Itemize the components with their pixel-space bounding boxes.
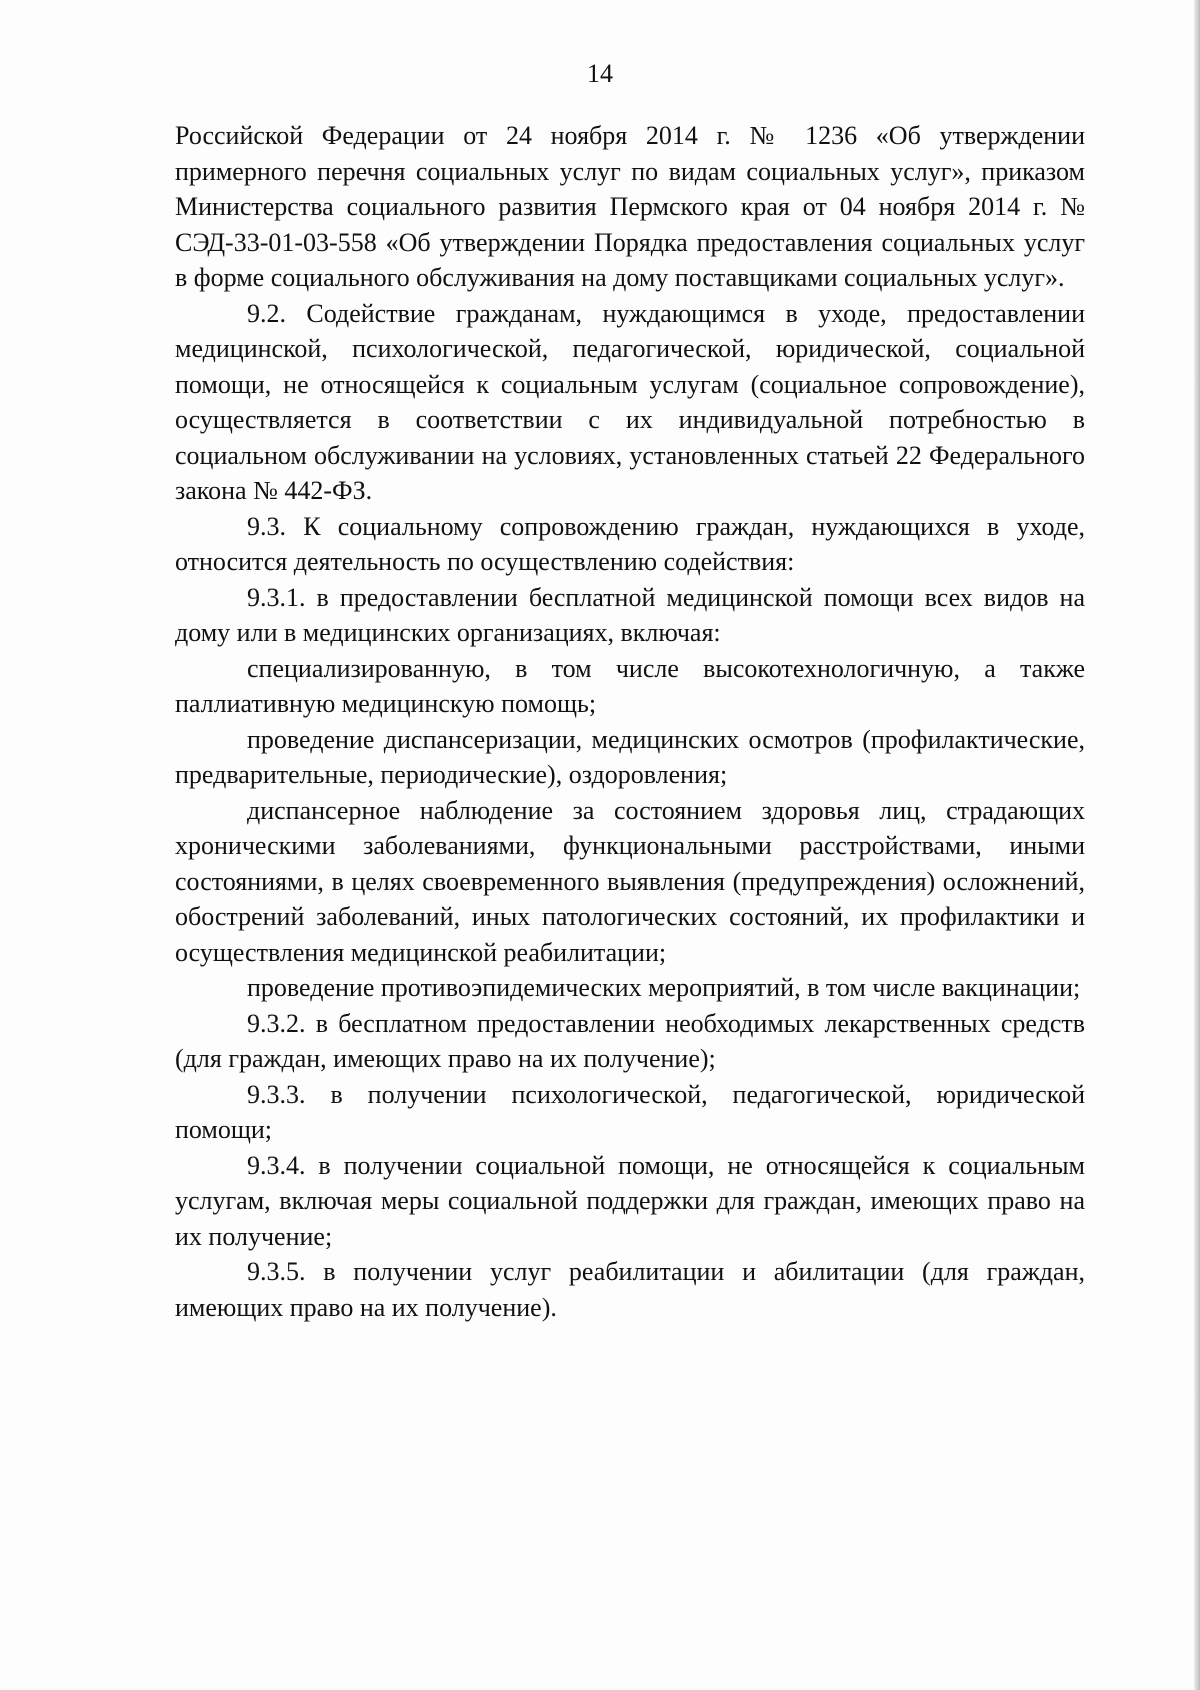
- scan-edge-shadow: [1194, 0, 1200, 1690]
- paragraph-9-2: 9.2. Содействие гражданам, нуждающимся в уходе, предоставлении медицинской, психологической, педагогической, юридической, социальной помощи, не относящейся к социальным услугам (социальное сопровождение), осуществляется в соответствии с их индивидуальной потребностью в социальном обслуживании на условиях, установленных статьей 22 Федерального закона № 442-ФЗ.: [175, 298, 1085, 505]
- paragraph-9-3-3: 9.3.3. в получении психологической, педагогической, юридической помощи;: [175, 1079, 1085, 1144]
- page-number: 14: [587, 59, 613, 88]
- document-body: [175, 118, 1085, 1325]
- paragraph-9-3: 9.3. К социальному сопровождению граждан, нуждающихся в уходе, относится деятельность по осуществлению содействия:: [175, 511, 1085, 576]
- paragraph-intro-continuation: Российской Федерации от 24 ноября 2014 г. № 1236 «Об утверждении примерного перечня социальных услуг по видам социальных услуг», приказом Министерства социального развития Пермского края от 04 ноября 2014 г. № СЭД-33-01-03-558 «Об утверждении Порядка предоставления социальных услуг в форме социального обслуживания на дому поставщиками социальных услуг».: [175, 121, 1085, 292]
- paragraph-9-3-5: 9.3.5. в получении услуг реабилитации и абилитации (для граждан, имеющих право на их получение).: [175, 1257, 1085, 1322]
- list-item-specialized-care: специализированную, в том числе высокотехнологичную, а также паллиативную медицинскую помощь;: [175, 653, 1085, 718]
- list-item-dispensary-observation: диспансерное наблюдение за состоянием здоровья лиц, страдающих хроническими заболеваниями, функциональными расстройствами, иными состояниями, в целях своевременного выявления (предупреждения) осложнений, обострений заболеваний, иных патологических состояний, их профилактики и осуществления медицинской реабилитации;: [175, 795, 1085, 967]
- paragraph-9-3-2: 9.3.2. в бесплатном предоставлении необходимых лекарственных средств (для граждан, имеющих право на их получение);: [175, 1008, 1085, 1073]
- list-item-antiepidemic-measures: проведение противоэпидемических мероприятий, в том числе вакцинации;: [247, 973, 1081, 1002]
- paragraph-9-3-4: 9.3.4. в получении социальной помощи, не относящейся к социальным услугам, включая меры социальной поддержки для граждан, имеющих право на их получение;: [175, 1150, 1085, 1251]
- list-item-medical-examinations: проведение диспансеризации, медицинских осмотров (профилактические, предварительные, периодические), оздоровления;: [175, 724, 1085, 789]
- paragraph-9-3-1: 9.3.1. в предоставлении бесплатной медицинской помощи всех видов на дому или в медицинских организациях, включая:: [175, 582, 1085, 647]
